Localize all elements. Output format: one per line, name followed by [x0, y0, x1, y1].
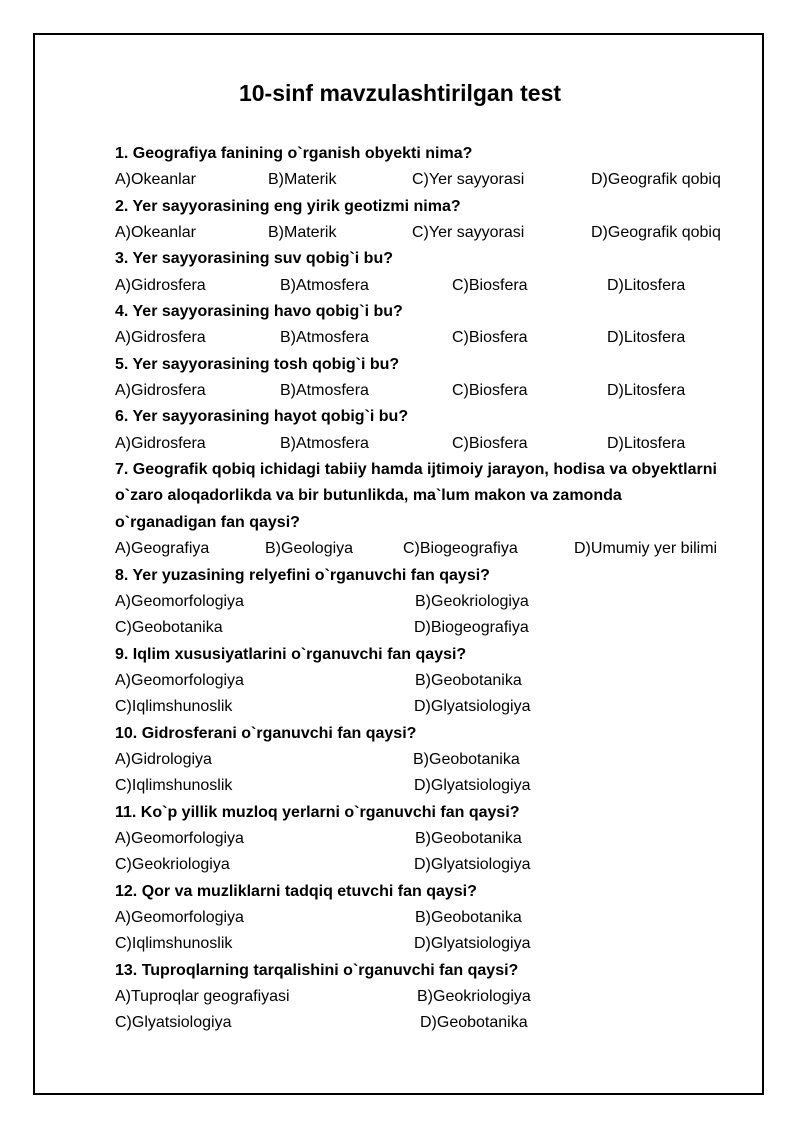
option-d: D)Umumiy yer bilimi — [574, 540, 718, 558]
option-a: A)Okeanlar — [115, 171, 196, 189]
option-d: D)Glyatsiologiya — [414, 935, 531, 953]
options-11-ab — [115, 826, 740, 852]
question-9: 9. Iqlim xususiyatlarini o`rganuvchi fan qaysi? — [115, 645, 467, 663]
option-b: B)Atmosfera — [280, 382, 369, 400]
option-b: B)Geobotanika — [415, 671, 522, 689]
question-8: 8. Yer yuzasining relyefini o`rganuvchi fan qaysi? — [115, 566, 490, 584]
option-c: C)Glyatsiologiya — [115, 1014, 232, 1032]
option-b: B)Geobotanika — [415, 829, 522, 847]
option-c: C)Biosfera — [452, 434, 528, 452]
option-b: B)Materik — [268, 224, 337, 242]
option-d: D)Glyatsiologiya — [414, 698, 531, 716]
question-5: 5. Yer sayyorasining tosh qobig`i bu? — [115, 355, 400, 373]
question-13: 13. Tuproqlarning tarqalishini o`rganuvchi fan qaysi? — [115, 961, 519, 979]
option-c: C)Biosfera — [452, 329, 528, 347]
options-4 — [115, 325, 740, 351]
option-a: A)Geomorfologiya — [115, 592, 244, 610]
option-d: D)Litosfera — [607, 329, 686, 347]
question-10: 10. Gidrosferani o`rganuvchi fan qaysi? — [115, 724, 417, 742]
options-13-cd — [115, 1010, 740, 1036]
option-a: A)Gidrosfera — [115, 382, 206, 400]
page-title: 10-sinf mavzulashtirilgan test — [238, 80, 562, 106]
question-3: 3. Yer sayyorasining suv qobig`i bu? — [115, 250, 393, 268]
option-c: C)Biosfera — [452, 276, 528, 294]
option-c: C)Geokriologiya — [115, 856, 230, 874]
options-8-ab — [115, 589, 740, 615]
question-11: 11. Ko`p yillik muzloq yerlarni o`rganuvchi fan qaysi? — [115, 803, 520, 821]
option-d: D)Litosfera — [607, 276, 686, 294]
option-a: A)Geomorfologiya — [115, 908, 244, 926]
options-12-ab — [115, 905, 740, 931]
option-d: D)Glyatsiologiya — [414, 856, 531, 874]
option-c: C)Yer sayyorasi — [412, 224, 525, 242]
option-d: D)Biogeografiya — [414, 619, 529, 637]
option-a: A)Tuproqlar geografiyasi — [115, 988, 290, 1005]
option-a: A)Gidrosfera — [115, 329, 206, 347]
option-b: B)Geologiya — [265, 540, 354, 558]
option-b: B)Materik — [268, 171, 337, 189]
options-2 — [115, 220, 740, 246]
option-a: A)Geomorfologiya — [115, 671, 244, 689]
options-8-cd — [115, 615, 740, 641]
question-12: 12. Qor va muzliklarni tadqiq etuvchi fan qaysi? — [115, 882, 477, 900]
options-12-cd — [115, 931, 740, 957]
options-6 — [115, 431, 740, 457]
test-content — [115, 141, 740, 1037]
option-a: A)Okeanlar — [115, 224, 196, 242]
options-13-ab — [115, 984, 740, 1010]
option-d: D)Geobotanika — [420, 1014, 528, 1032]
option-c: C)Iqlimshunoslik — [115, 935, 233, 953]
option-d: D)Geografik qobiq — [591, 224, 721, 242]
option-a: A)Geografiya — [115, 540, 210, 558]
option-b: B)Geobotanika — [415, 908, 522, 926]
option-b: B)Atmosfera — [280, 434, 369, 452]
option-c: C)Geobotanika — [115, 619, 223, 637]
option-c: C)Biosfera — [452, 382, 528, 400]
option-b: B)Atmosfera — [280, 276, 369, 294]
option-b: B)Geokriologiya — [415, 592, 529, 610]
option-d: D)Litosfera — [607, 382, 686, 400]
option-c: C)Biogeografiya — [403, 540, 518, 558]
question-7-line-1: 7. Geografik qobiq ichidagi tabiiy hamda ijtimoiy jarayon, hodisa va obyektlarni — [115, 461, 717, 479]
option-d: D)Glyatsiologiya — [414, 777, 531, 795]
options-1 — [115, 167, 740, 193]
options-5 — [115, 378, 740, 404]
option-c: C)Yer sayyorasi — [412, 171, 525, 189]
option-c: C)Iqlimshunoslik — [115, 698, 233, 716]
option-a: A)Gidrologiya — [115, 750, 212, 768]
option-c: C)Iqlimshunoslik — [115, 777, 233, 795]
question-7-line-2: o`zaro aloqadorlikda va bir butunlikda, ma`lum makon va zamonda — [115, 487, 622, 505]
question-6: 6. Yer sayyorasining hayot qobig`i bu? — [115, 408, 409, 426]
option-b: B)Atmosfera — [280, 329, 369, 347]
options-10-cd — [115, 773, 740, 799]
options-9-ab — [115, 668, 740, 694]
question-1: 1. Geografiya fanining o`rganish obyekti nima? — [115, 145, 473, 162]
question-7-line-3: o`rganadigan fan qaysi? — [115, 513, 300, 531]
option-a: A)Gidrosfera — [115, 276, 206, 294]
options-10-ab — [115, 747, 740, 773]
option-a: A)Geomorfologiya — [115, 829, 244, 847]
option-a: A)Gidrosfera — [115, 434, 206, 452]
question-4: 4. Yer sayyorasining havo qobig`i bu? — [115, 303, 403, 321]
question-2: 2. Yer sayyorasining eng yirik geotizmi nima? — [115, 197, 461, 215]
option-b: B)Geobotanika — [413, 750, 520, 768]
options-9-cd — [115, 694, 740, 720]
option-d: D)Litosfera — [607, 434, 686, 452]
options-3 — [115, 273, 740, 299]
options-11-cd — [115, 852, 740, 878]
options-7 — [115, 536, 740, 562]
option-b: B)Geokriologiya — [417, 988, 531, 1005]
option-d: D)Geografik qobiq — [591, 171, 721, 189]
